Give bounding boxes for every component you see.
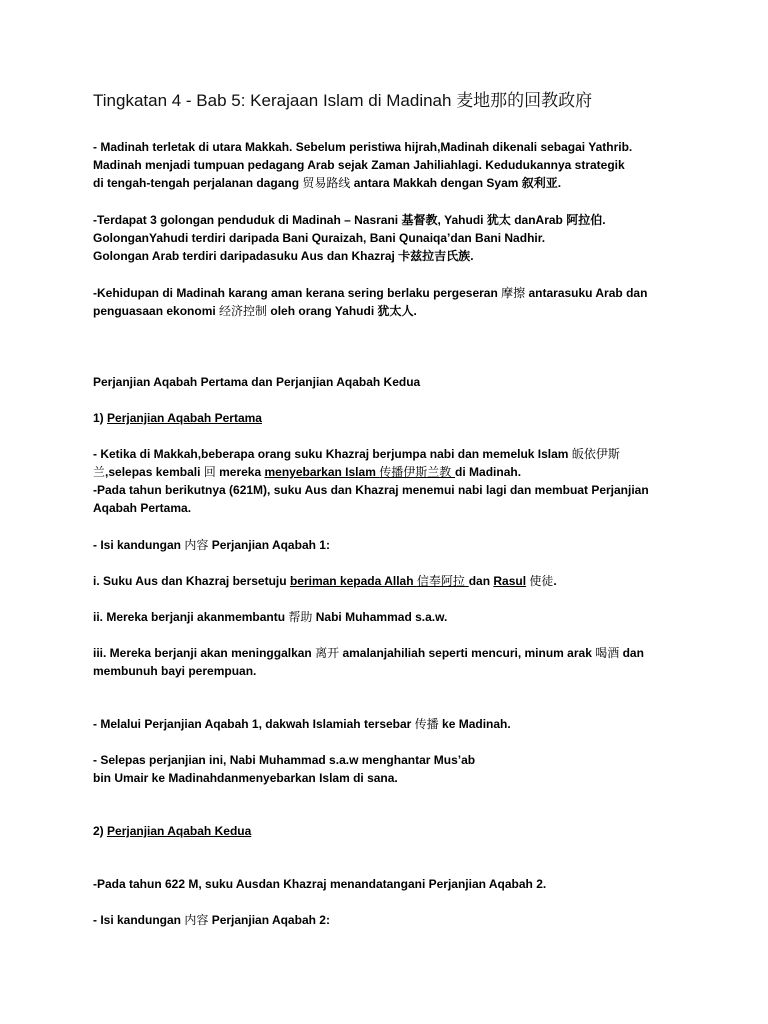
text-run: Golongan Arab terdiri daripadasuku Aus dan Khazraj xyxy=(93,249,399,263)
text-run: mereka xyxy=(215,465,265,479)
chinese-annotation: 经济控制 xyxy=(219,304,268,318)
text-run: amalanjahiliah seperti mencuri, minum arak xyxy=(339,646,596,660)
chinese-annotation: 内容 xyxy=(184,913,209,927)
paragraph-6-line-2 xyxy=(93,770,398,786)
text-run: oleh orang Yahudi xyxy=(267,304,378,318)
text-run: 2) xyxy=(93,824,108,838)
item-i xyxy=(93,573,557,589)
subheading-aqabah-1 xyxy=(93,410,262,426)
paragraph-4-line-2 xyxy=(93,464,521,480)
text-run: -Pada tahun 622 M, suku Ausdan Khazraj menandatangani Perjanjian Aqabah 2. xyxy=(93,877,547,891)
paragraph-2-line-3 xyxy=(93,248,474,264)
text-run: Perjanjian Aqabah 2: xyxy=(208,913,330,927)
text-run: - Madinah terletak di utara Makkah. Sebelum peristiwa hijrah,Madinah dikenali sebagai Yathrib. xyxy=(93,140,633,154)
text-run: di Madinah. xyxy=(455,465,522,479)
paragraph-3-line-1 xyxy=(93,285,647,301)
paragraph-6-line-1 xyxy=(93,752,475,768)
text-run: . xyxy=(602,213,606,227)
chinese-annotation: 皈依伊斯 xyxy=(571,447,620,461)
chinese-annotation: 叙利亚 xyxy=(521,176,558,190)
paragraph-1-line-3 xyxy=(93,175,561,191)
paragraph-2-line-1 xyxy=(93,212,606,228)
paragraph-4-line-3 xyxy=(93,482,649,498)
chinese-annotation: 摩擦 xyxy=(501,286,526,300)
text-run: Madinah menjadi tumpuan pedagang Arab sejak Zaman Jahiliahlagi. Kedudukannya strategik xyxy=(93,158,625,172)
text-run: Rasul xyxy=(493,574,527,588)
text-run: -Pada tahun berikutnya (621M), suku Aus dan Khazraj menemui nabi lagi dan membuat Perjanjian xyxy=(93,483,649,497)
subheading-aqabah-2 xyxy=(93,823,251,839)
chinese-annotation: 信奉阿拉 xyxy=(416,574,469,588)
text-run: Perjanjian Aqabah Pertama xyxy=(107,411,262,425)
item-iii-line-2 xyxy=(93,663,256,679)
text-run: Perjanjian Aqabah Pertama dan Perjanjian Aqabah Kedua xyxy=(93,375,421,389)
section-heading xyxy=(93,374,420,390)
text-run: dan xyxy=(468,574,494,588)
chinese-annotation: 犹太 xyxy=(486,213,511,227)
text-run: Perjanjian Aqabah 1: xyxy=(208,538,330,552)
page-title xyxy=(93,90,592,112)
text-run: - Selepas perjanjian ini, Nabi Muhammad s.a.w menghantar Mus’ab xyxy=(93,753,476,767)
chinese-annotation: 阿拉伯 xyxy=(566,213,603,227)
text-run: -Terdapat 3 golongan penduduk di Madinah – Nasrani xyxy=(93,213,402,227)
paragraph-4-line-1 xyxy=(93,446,620,462)
chinese-annotation: 使徒 xyxy=(529,574,554,588)
paragraph-1-line-1 xyxy=(93,139,632,155)
text-run: , Yahudi xyxy=(437,213,487,227)
paragraph-7 xyxy=(93,876,546,892)
text-run: penguasaan ekonomi xyxy=(93,304,220,318)
paragraph-5 xyxy=(93,716,511,732)
chinese-annotation: 卡兹拉吉氏族 xyxy=(398,249,471,263)
text-run: bin Umair ke Madinahdanmenyebarkan Islam di sana. xyxy=(93,771,398,785)
text-run: i. Suku Aus dan Khazraj bersetuju xyxy=(93,574,290,588)
chinese-annotation: 兰 xyxy=(93,465,106,479)
chinese-annotation: 传播 xyxy=(414,717,439,731)
content-heading-1 xyxy=(93,537,330,553)
content-heading-2 xyxy=(93,912,330,928)
paragraph-1-line-2 xyxy=(93,157,625,173)
text-run: - Melalui Perjanjian Aqabah 1, dakwah Islamiah tersebar xyxy=(93,717,415,731)
text-run: -Kehidupan di Madinah karang aman kerana sering berlaku pergeseran xyxy=(93,286,502,300)
text-run: antarasuku Arab dan xyxy=(525,286,648,300)
paragraph-2-line-2 xyxy=(93,230,545,246)
title-chinese-text: 麦地那的回教政府 xyxy=(456,91,593,111)
title-text: Tingkatan 4 - Bab 5: Kerajaan Islam di Madinah xyxy=(93,91,457,110)
text-run: Nabi Muhammad s.a.w. xyxy=(312,610,448,624)
text-run: 1) xyxy=(93,411,108,425)
chinese-annotation: 犹太人 xyxy=(377,304,414,318)
paragraph-3-line-2 xyxy=(93,303,417,319)
text-run: GolonganYahudi terdiri daripada Bani Quraizah, Bani Qunaiqa’dan Bani Nadhir. xyxy=(93,231,546,245)
item-ii xyxy=(93,609,447,625)
text-run: antara Makkah dengan Syam xyxy=(350,176,522,190)
text-run: membunuh bayi perempuan. xyxy=(93,664,257,678)
text-run: ke Madinah. xyxy=(438,717,511,731)
text-run: Perjanjian Aqabah Kedua xyxy=(107,824,252,838)
paragraph-4-line-4 xyxy=(93,500,191,516)
chinese-annotation: 帮助 xyxy=(288,610,313,624)
text-run: dan xyxy=(619,646,644,660)
text-run: - Isi kandungan xyxy=(93,913,185,927)
chinese-annotation: 离开 xyxy=(315,646,340,660)
text-run: iii. Mereka berjanji akan meninggalkan xyxy=(93,646,316,660)
text-run: . xyxy=(470,249,474,263)
item-iii-line-1 xyxy=(93,645,644,661)
text-run: - Isi kandungan xyxy=(93,538,185,552)
chinese-annotation: 回 xyxy=(203,465,216,479)
text-run: Aqabah Pertama. xyxy=(93,501,192,515)
chinese-annotation: 传播伊斯兰教 xyxy=(379,465,456,479)
text-run: di tengah-tengah perjalanan dagang xyxy=(93,176,303,190)
text-run: ,selepas kembali xyxy=(105,465,204,479)
text-run: - Ketika di Makkah,beberapa orang suku Khazraj berjumpa nabi dan memeluk Islam xyxy=(93,447,572,461)
text-run: danArab xyxy=(510,213,567,227)
chinese-annotation: 喝酒 xyxy=(595,646,620,660)
text-run: ii. Mereka berjanji akanmembantu xyxy=(93,610,289,624)
text-run: . xyxy=(557,176,562,190)
chinese-annotation: 基督教 xyxy=(401,213,438,227)
text-run: . xyxy=(413,304,417,318)
text-run: beriman kepada Allah xyxy=(289,574,417,588)
chinese-annotation: 贸易路线 xyxy=(302,176,351,190)
text-run: menyebarkan Islam xyxy=(264,465,380,479)
chinese-annotation: 内容 xyxy=(184,538,209,552)
text-run: . xyxy=(553,574,557,588)
